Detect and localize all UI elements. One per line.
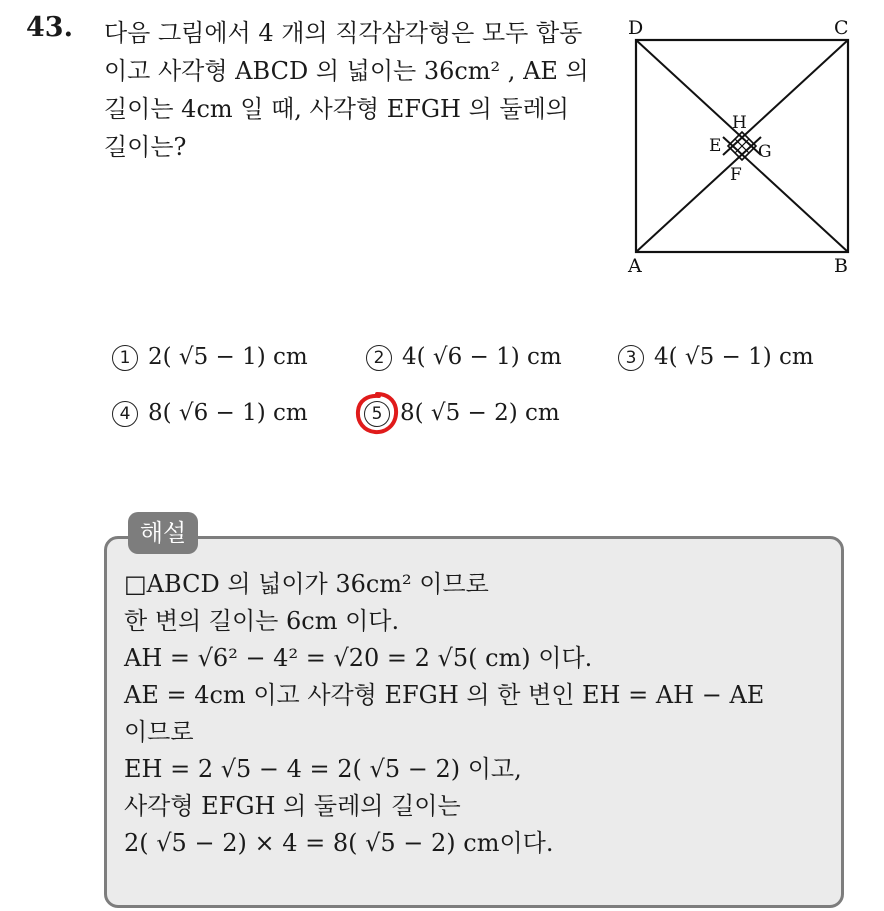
answer-circle-mark: [354, 390, 400, 436]
solution-line: AE = 4cm 이고 사각형 EFGH 의 한 변인 EH = AH − AE: [124, 681, 765, 709]
right-angle-mark: [742, 139, 756, 153]
solution-line: 한 변의 길이는 6cm 이다.: [124, 607, 400, 635]
label-c: C: [834, 20, 849, 39]
choice-text: 8( √5 − 2) cm: [400, 400, 560, 426]
solution-line: 2( √5 − 2) × 4 = 8( √5 − 2) cm이다.: [124, 829, 554, 857]
question-text: [104, 14, 604, 166]
solution-line: EH = 2 √5 − 4 = 2( √5 − 2) 이고,: [124, 755, 522, 783]
solution-line: □ABCD 의 넓이가 36cm² 이므로: [124, 570, 489, 598]
label-f: F: [730, 165, 742, 185]
question-line: 다음 그림에서 4 개의 직각삼각형은 모두 합동: [104, 19, 583, 47]
segment-line: [636, 40, 761, 155]
segment-line: [723, 137, 848, 252]
question-number: 43.: [26, 12, 73, 43]
label-d: D: [628, 20, 644, 39]
label-b: B: [834, 255, 848, 277]
question-line: 길이는?: [104, 133, 187, 161]
solution-text: [124, 566, 764, 862]
choice-number: 2: [366, 345, 392, 371]
solution-line: 사각형 EFGH 의 둘레의 길이는: [124, 792, 461, 820]
question-line: 길이는 4cm 일 때, 사각형 EFGH 의 둘레의: [104, 95, 569, 123]
choice-number: 4: [112, 401, 138, 427]
label-h: H: [732, 113, 747, 133]
choice-text: 2( √5 − 1) cm: [148, 344, 308, 370]
choice-3[interactable]: [618, 344, 814, 371]
choice-text: 8( √6 − 1) cm: [148, 400, 308, 426]
solution-line: AH = √6² − 4² = √20 = 2 √5( cm) 이다.: [124, 644, 593, 672]
choice-2[interactable]: [366, 344, 562, 371]
right-angle-mark: [728, 139, 742, 153]
label-a: A: [628, 255, 642, 277]
label-e: E: [709, 136, 722, 156]
choice-text: 4( √5 − 1) cm: [654, 344, 814, 370]
choice-number: 3: [618, 345, 644, 371]
question-line: 이고 사각형 ABCD 의 넓이는 36cm² , AE 의: [104, 57, 589, 85]
solution-tag: 해설: [128, 512, 198, 554]
choice-4[interactable]: [112, 400, 308, 427]
choice-text: 4( √6 − 1) cm: [402, 344, 562, 370]
choice-number: 5: [364, 401, 390, 427]
label-g: G: [758, 142, 772, 162]
solution-line: 이므로: [124, 718, 194, 746]
square-figure: [620, 20, 870, 280]
choice-number: 1: [112, 345, 138, 371]
choice-1[interactable]: [112, 344, 308, 371]
